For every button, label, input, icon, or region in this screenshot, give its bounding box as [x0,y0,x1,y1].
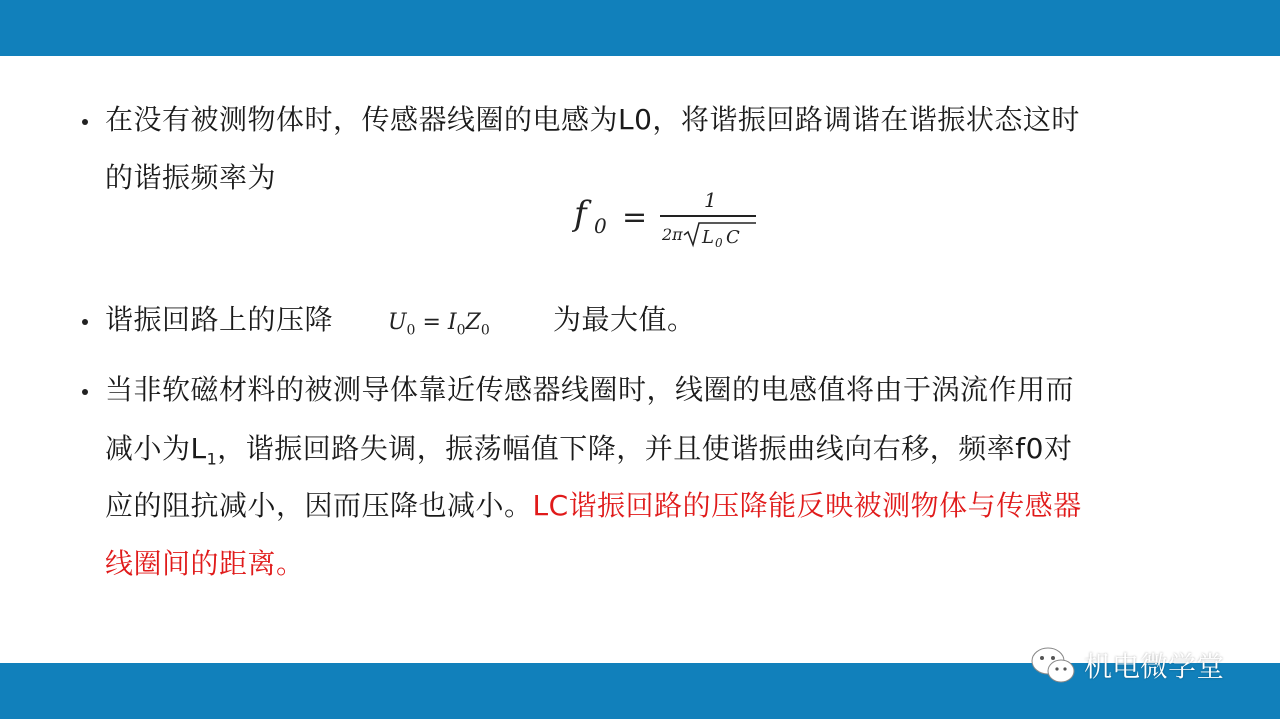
formula-u0-z: Z [465,310,481,335]
bullet-dot-3 [82,389,88,395]
formula-u0-i: I [447,310,457,335]
bullet-2-after: 为最大值。 [553,303,696,336]
top-banner [0,0,1280,56]
formula-u0-sub2: 0 [456,322,466,339]
bullet-3-line-2-sub: 1 [206,449,218,469]
bullet-3-line-3-red: LC谐振回路的压降能反映被测物体与传感器 [532,489,1082,522]
bullet-3-line-2-b: ，谐振回路失调，振荡幅值下降，并且使谐振曲线向右移，频率f0对 [217,432,1073,465]
bullet-3-line-3 [105,488,1082,524]
formula-f0-lhs: f [574,194,587,234]
formula-f0-radicand: L [702,227,714,248]
bullet-3-line-3-black: 应的阻抗减小，因而压降也减小。 [105,489,533,522]
formula-u0-sub3: 0 [480,322,490,339]
formula-u0-sub1: 0 [406,322,416,339]
formula-f0-radicand-tail: C [726,227,740,248]
formula-u0-equals: = [415,310,448,335]
watermark-text: 机电微学堂 [1084,650,1225,683]
bullet-1-line-2: 的谐振频率为 [105,161,277,194]
formula-f0-lhs-sub: 0 [594,214,607,238]
wechat-icon [1030,645,1076,685]
formula-f0-numerator: 1 [704,188,717,212]
wechat-watermark [1030,640,1224,690]
bullet-dot-2 [82,319,88,325]
formula-f0-radicand-sub: 0 [715,236,723,250]
formula-f0-equals: = [622,200,648,235]
formula-f0-denominator: 2π [662,225,683,244]
bullet-dot-1 [82,119,88,125]
formula-u0-u: U [388,310,407,335]
bullet-3-line-2 [105,431,1072,478]
bullet-2-before: 谐振回路上的压降 [105,303,334,336]
bullet-3-line-4: 线圈间的距离。 [105,547,305,580]
bullet-3-line-2-a: 减小为L [105,432,207,465]
resonant-frequency-formula [572,183,772,258]
bullet-1-line-1: 在没有被测物体时，传感器线圈的电感为L0，将谐振回路调谐在谐振状态这时 [105,103,1080,136]
voltage-drop-formula [388,305,538,341]
bullet-3-line-1: 当非软磁材料的被测导体靠近传感器线圈时，线圈的电感值将由于涡流作用而 [105,373,1075,406]
